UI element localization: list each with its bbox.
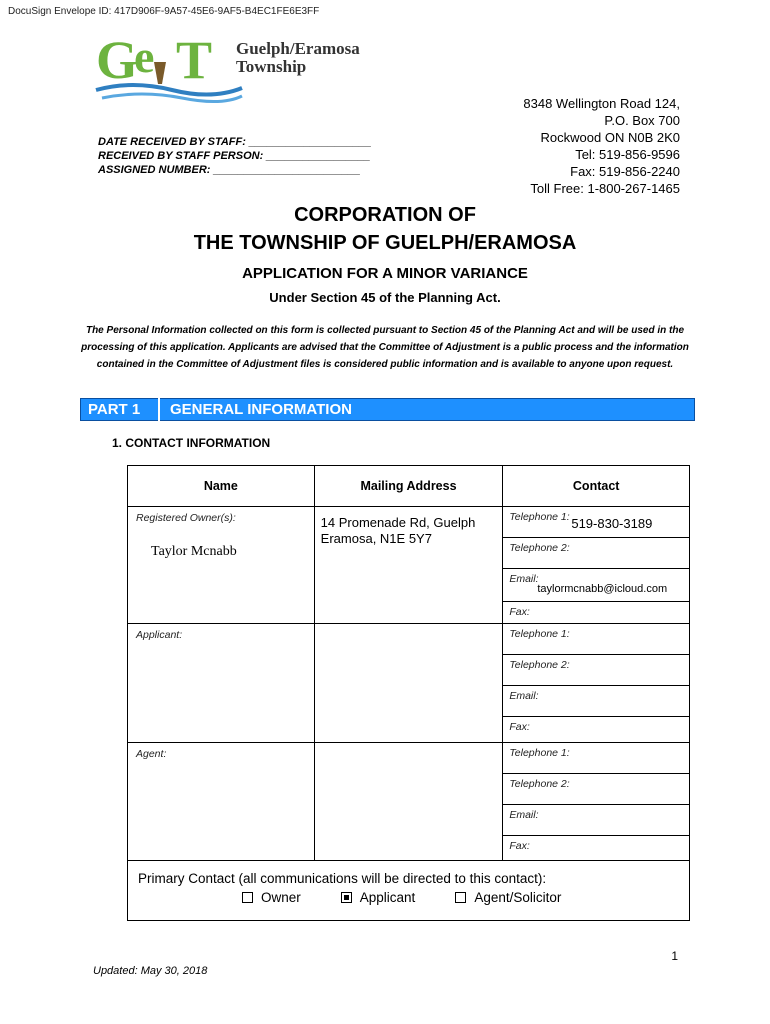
owner-label: Registered Owner(s): <box>136 512 236 524</box>
application-subtitle: Under Section 45 of the Planning Act. <box>269 290 501 305</box>
agent-address-cell[interactable] <box>314 743 503 861</box>
applicant-label: Applicant: <box>136 629 183 641</box>
address-line: P.O. Box 700 <box>604 113 680 128</box>
owner-email-value: taylormcnabb@icloud.com <box>537 583 668 595</box>
telephone2-label: Telephone 2: <box>509 778 570 790</box>
option-owner[interactable] <box>242 890 301 905</box>
email-label: Email: <box>509 809 539 821</box>
option-owner-label: Owner <box>261 890 301 905</box>
owner-name-value: Taylor Mcnabb <box>151 544 237 559</box>
table-row <box>128 624 690 655</box>
page-number: 1 <box>671 949 678 963</box>
fax-label: Fax: <box>509 606 530 618</box>
owner-email-cell[interactable] <box>503 569 690 602</box>
owner-telephone2-cell[interactable] <box>503 538 690 569</box>
address-line: Tel: 519-856-9596 <box>575 147 680 162</box>
fax-label: Fax: <box>509 721 530 733</box>
agent-fax-cell[interactable] <box>503 836 690 861</box>
contact-information-table <box>127 465 690 921</box>
part-label: PART 1 <box>80 398 160 421</box>
agent-checkbox[interactable] <box>455 892 466 903</box>
document-title <box>0 201 770 257</box>
address-line: Rockwood ON N0B 2K0 <box>540 130 680 145</box>
option-applicant[interactable] <box>341 890 416 905</box>
table-row <box>128 507 690 538</box>
owner-address-value: 14 Promenade Rd, Guelph Eramosa, N1E 5Y7 <box>320 515 476 546</box>
email-label: Email: <box>509 573 539 585</box>
agent-name-cell[interactable] <box>128 743 315 861</box>
telephone1-label: Telephone 1: <box>509 628 570 640</box>
title-line1: CORPORATION OF <box>294 204 476 226</box>
applicant-checkbox[interactable] <box>341 892 352 903</box>
township-address <box>523 95 680 197</box>
svg-text:T: T <box>176 32 213 90</box>
received-by-field: RECEIVED BY STAFF PERSON: _________________ <box>98 150 371 162</box>
logo-line2: Township <box>236 57 307 76</box>
primary-contact-options <box>138 890 679 905</box>
logo-line1: Guelph/Eramosa <box>236 39 360 58</box>
fax-label: Fax: <box>509 840 530 852</box>
email-label: Email: <box>509 690 539 702</box>
owner-telephone1-value: 519-830-3189 <box>571 516 653 531</box>
owner-fax-cell[interactable] <box>503 602 690 624</box>
assigned-number-field: ASSIGNED NUMBER: ________________________ <box>98 164 361 176</box>
header-name: Name <box>128 466 315 507</box>
primary-contact-label: Primary Contact (all communications will be directed to this contact): <box>138 871 547 886</box>
date-received-field: DATE RECEIVED BY STAFF: ____________________ <box>98 136 372 148</box>
table-header-row <box>128 466 690 507</box>
owner-address-cell[interactable] <box>314 507 503 624</box>
telephone1-label: Telephone 1: <box>509 747 570 759</box>
agent-label: Agent: <box>136 748 167 760</box>
address-line: Fax: 519-856-2240 <box>570 164 680 179</box>
option-agent[interactable] <box>455 890 561 905</box>
section-heading: 1. CONTACT INFORMATION <box>112 436 271 450</box>
telephone1-label: Telephone 1: <box>509 511 570 523</box>
owner-name-cell[interactable] <box>128 507 315 624</box>
title-line2: THE TOWNSHIP OF GUELPH/ERAMOSA <box>193 232 577 254</box>
primary-contact-cell <box>128 861 690 921</box>
applicant-name-cell[interactable] <box>128 624 315 743</box>
address-line: 8348 Wellington Road 124, <box>523 96 680 111</box>
telephone2-label: Telephone 2: <box>509 659 570 671</box>
owner-telephone1-cell[interactable] <box>503 507 690 538</box>
updated-date: Updated: May 30, 2018 <box>93 965 208 977</box>
applicant-fax-cell[interactable] <box>503 717 690 743</box>
agent-email-cell[interactable] <box>503 805 690 836</box>
address-line: Toll Free: 1-800-267-1465 <box>530 181 680 196</box>
option-applicant-label: Applicant <box>359 890 416 905</box>
applicant-address-cell[interactable] <box>314 624 503 743</box>
header-contact: Contact <box>503 466 690 507</box>
header-address: Mailing Address <box>314 466 503 507</box>
owner-checkbox[interactable] <box>242 892 253 903</box>
table-row <box>128 743 690 774</box>
agent-telephone1-cell[interactable] <box>503 743 690 774</box>
option-agent-label: Agent/Solicitor <box>474 890 562 905</box>
applicant-telephone2-cell[interactable] <box>503 655 690 686</box>
staff-use-block <box>98 135 371 177</box>
agent-telephone2-cell[interactable] <box>503 774 690 805</box>
privacy-notice: The Personal Information collected on this form is collected pursuant to Section 45 of the Planning Act and will be used in the processing of this application. Applicants are advised that the Committee of Adjustment is a public process and the information contained in the Committee of Adjustment files is considered public information and is available to anyone upon request. <box>81 325 689 370</box>
svg-text:G: G <box>96 32 139 90</box>
telephone2-label: Telephone 2: <box>509 542 570 554</box>
applicant-email-cell[interactable] <box>503 686 690 717</box>
application-title: APPLICATION FOR A MINOR VARIANCE <box>242 265 528 282</box>
table-row <box>128 861 690 921</box>
logo-text <box>236 40 360 76</box>
svg-text:e: e <box>134 32 155 82</box>
applicant-telephone1-cell[interactable] <box>503 624 690 655</box>
docusign-envelope-id: DocuSign Envelope ID: 417D906F-9A57-45E6-9AF5-B4EC1FE6E3FF <box>8 6 320 17</box>
part-title: GENERAL INFORMATION <box>170 401 352 418</box>
